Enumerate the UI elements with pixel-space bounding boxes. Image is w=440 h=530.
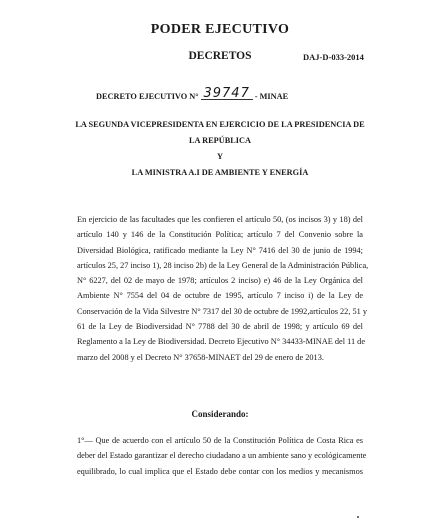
- preamble-line: Reglamento a la Ley de Biodiversidad. Decreto Ejecutivo N° 34433-MINAE del 11 de: [77, 337, 366, 347]
- considering-paragraph: [77, 433, 367, 479]
- preamble-line: Ambiente N° 7554 del 04 de octubre de 1995, artículo 7 inciso i) de la Ley de: [77, 291, 363, 301]
- document-code: DAJ-D-033-2014: [303, 52, 364, 62]
- preamble-paragraph: [77, 212, 369, 365]
- preamble-line: marzo del 2008 y el Decreto N° 37658-MINAET del 29 de enero de 2013.: [77, 352, 324, 362]
- executive-heading: PODER EJECUTIVO: [150, 22, 290, 37]
- preamble-line: En ejercicio de las facultades que les confieren el artículo 50, (os incisos 3) y 18) del: [77, 215, 363, 224]
- preamble-line: Diversidad Biológica, ratificado mediante la Ley N° 7416 del 30 de junio de 1994;: [77, 245, 363, 255]
- decrees-heading: DECRETOS: [188, 50, 252, 62]
- decree-prefix: DECRETO EJECUTIVO N°: [96, 92, 199, 101]
- considering-line: deber del Estado garantizar el derecho ciudadano a un ambiente sano y ecológicamente: [77, 451, 367, 461]
- decree-number-handwritten: 39747: [201, 88, 253, 100]
- preamble-line: artículo 140 y 146 de la Constitución Política; artículo 7 del Convenio sobre la: [77, 230, 363, 240]
- scan-speck: [357, 516, 359, 518]
- decree-suffix: - MINAE: [254, 92, 289, 101]
- preamble-line: N° 6227, del 02 de mayo de 1978; artículos 2 inciso) e) 46 de la Ley Orgánica del: [77, 276, 363, 286]
- authority-line-2: LA REPÚBLICA: [188, 136, 251, 145]
- preamble-line: artículos 25, 27 inciso 1), 28 inciso 2b) de la Ley General de la Administración Pública,: [77, 260, 369, 270]
- preamble-line: Conservación de la Vida Silvestre N° 7317 del 30 de octubre de 1992,artículos 22, 51 y: [77, 306, 367, 316]
- considering-heading: Considerando:: [191, 409, 249, 419]
- authority-conjunction: Y: [217, 152, 223, 161]
- preamble-line: 61 de la Ley de Biodiversidad N° 7788 del 30 de abril de 1998; y artículo 69 del: [77, 322, 363, 332]
- authority-line-3: LA MINISTRA A.I DE AMBIENTE Y ENERGÍA: [131, 168, 309, 177]
- decree-number-line: [96, 86, 289, 102]
- considering-line: 1°— Que de acuerdo con el artículo 50 de la Constitución Política de Costa Rica es: [77, 436, 363, 445]
- considering-line: equilibrado, lo cual implica que el Estado debe contar con los medios y mecanismos: [77, 466, 363, 476]
- authority-line-1: LA SEGUNDA VICEPRESIDENTA EN EJERCICIO DE LA PRESIDENCIA DE: [75, 120, 365, 129]
